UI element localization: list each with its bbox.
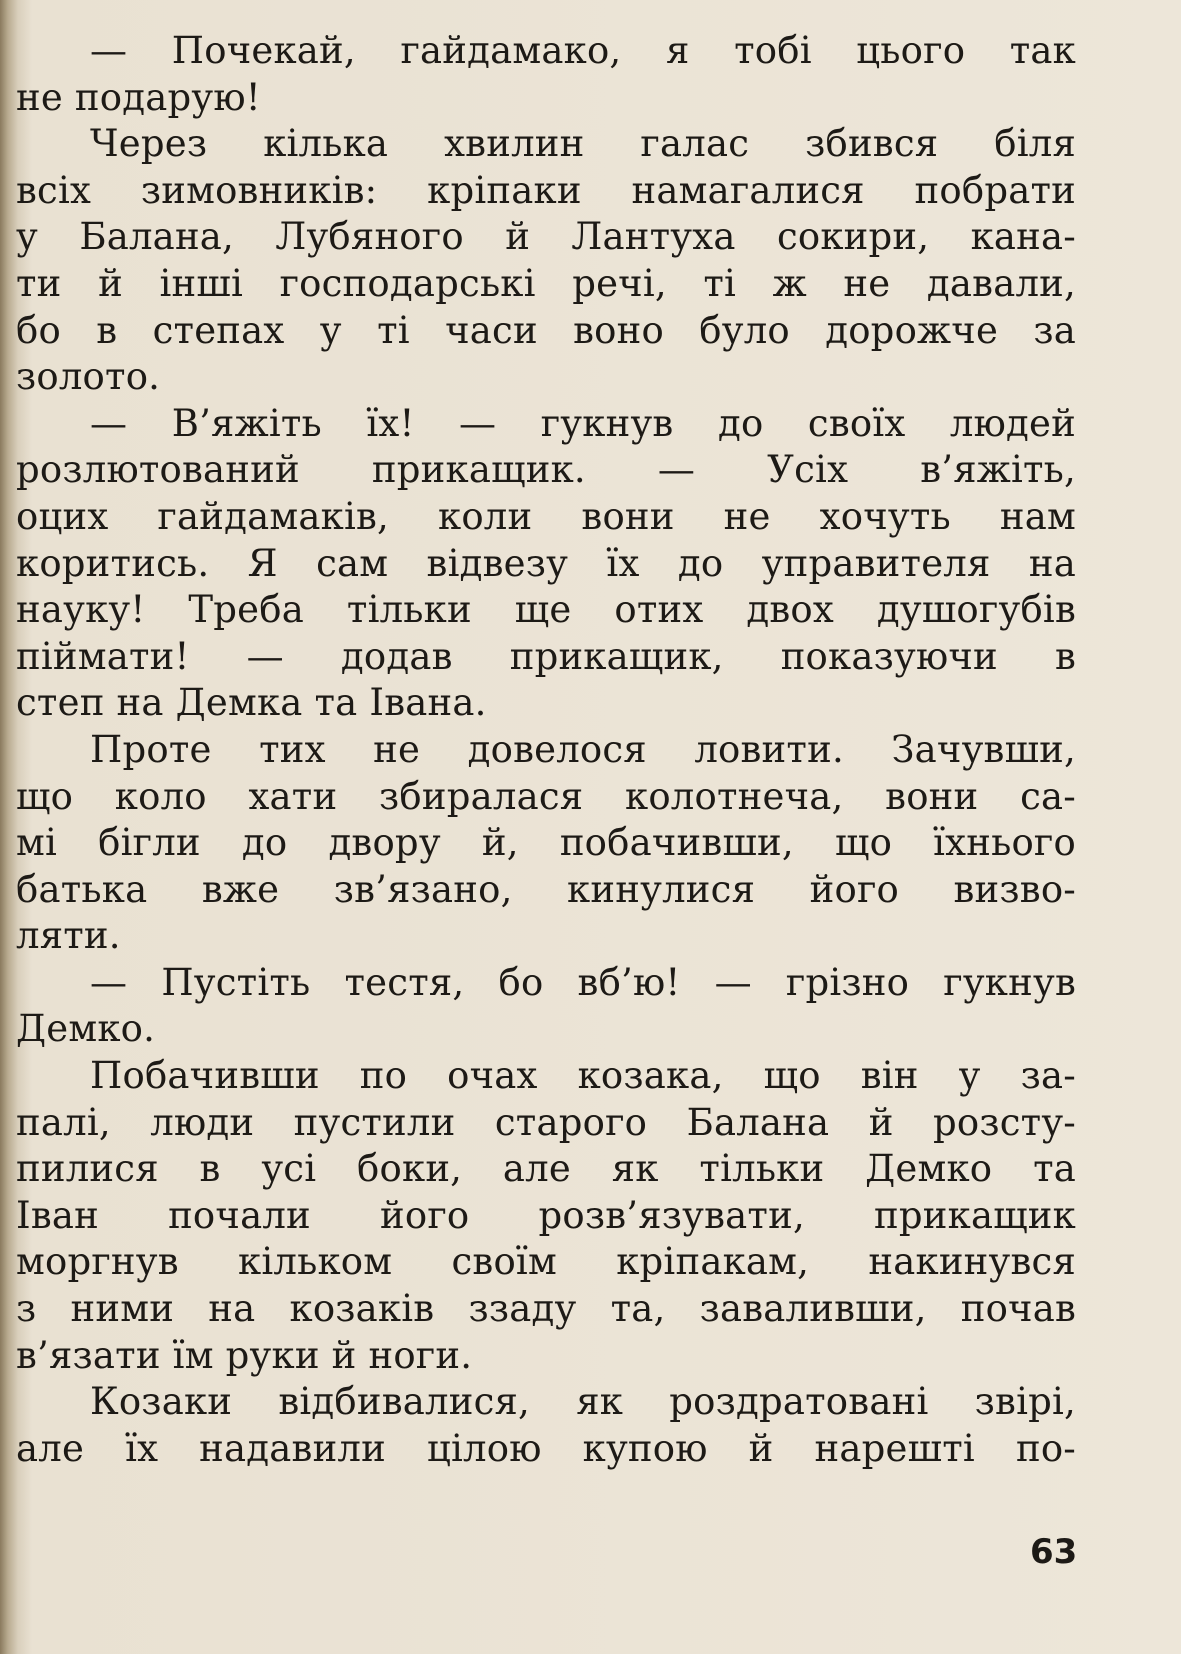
text-line: батька вже зв’язано, кинулися його визво- xyxy=(16,867,1076,911)
body-text xyxy=(16,28,1076,1472)
text-line: з ними на козаків ззаду та, заваливши, почав xyxy=(16,1287,1076,1331)
text-line: Демко. xyxy=(16,1007,156,1051)
text-line: — В’яжіть їх! — гукнув до своїх людей xyxy=(90,401,1076,445)
text-line: ти й інші господарські речі, ті ж не давали, xyxy=(16,261,1076,305)
text-line: золото. xyxy=(16,355,161,399)
text-line: Іван почали його розв’язувати, прикащик xyxy=(16,1193,1076,1237)
text-line: Проте тих не довелося ловити. Зачувши, xyxy=(90,727,1076,771)
text-line: ляти. xyxy=(16,914,121,958)
text-line: що коло хати збиралася колотнеча, вони са- xyxy=(16,774,1076,818)
text-line: Через кілька хвилин галас збився біля xyxy=(90,122,1076,166)
text-line: пилися в усі боки, але як тільки Демко та xyxy=(16,1147,1076,1191)
text-line: всіх зимовників: кріпаки намагалися побрати xyxy=(16,168,1076,212)
text-line: мі бігли до двору й, побачивши, що їхнього xyxy=(16,821,1076,865)
text-line: у Балана, Лубяного й Лантуха сокири, кана- xyxy=(16,215,1076,259)
text-line: — Пустіть тестя, бо вб’ю! — грізно гукнув xyxy=(90,960,1076,1004)
page-number: 63 xyxy=(1030,1532,1078,1572)
text-line: Козаки відбивалися, як роздратовані звірі, xyxy=(90,1380,1076,1424)
text-line: оцих гайдамаків, коли вони не хочуть нам xyxy=(16,494,1076,538)
text-line: але їх надавили цілою купою й нарешті по- xyxy=(16,1426,1076,1470)
text-line: Побачивши по очах козака, що він у за- xyxy=(90,1054,1076,1098)
text-line: — Почекай, гайдамако, я тобі цього так xyxy=(90,29,1076,72)
text-line: науку! Треба тільки ще отих двох душогубів xyxy=(16,588,1076,632)
text-line: коритись. Я сам відвезу їх до управителя на xyxy=(16,541,1076,585)
text-line: в’язати їм руки й ноги. xyxy=(16,1333,473,1377)
text-line: розлютований прикащик. — Усіх в’яжіть, xyxy=(16,448,1076,492)
text-line: піймати! — додав прикащик, показуючи в xyxy=(16,634,1076,678)
text-line: степ на Демка та Івана. xyxy=(16,681,487,725)
text-line: бо в степах у ті часи воно було дорожче за xyxy=(16,308,1076,352)
text-line: не подарую! xyxy=(16,75,261,119)
text-line: палі, люди пустили старого Балана й розсту- xyxy=(16,1100,1076,1144)
text-line: моргнув кільком своїм кріпакам, накинувся xyxy=(16,1240,1076,1284)
